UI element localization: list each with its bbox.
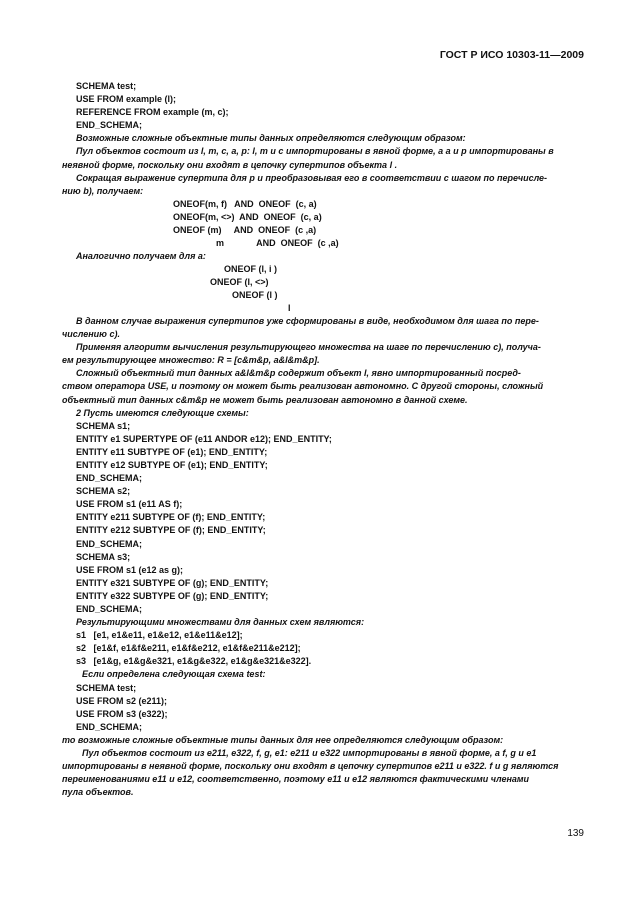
code-line: END_SCHEMA; (76, 473, 143, 484)
expression-line: ONEOF (l, i ) (224, 263, 277, 274)
expression-line: ONEOF (l, <>) (210, 276, 269, 287)
code-line: SCHEMA test; (76, 682, 137, 693)
paragraph: Возможные сложные объектные типы данных определяются следующим образом: (76, 133, 466, 144)
result-set-line: s1 [e1, e1&e11, e1&e12, e1&e11&e12]; (76, 630, 243, 641)
expression-line: m AND ONEOF (c ,a) (216, 237, 339, 248)
paragraph: Сложный объектный тип данных a&l&m&p содержит объект l, явно импортированный посред- (76, 368, 521, 379)
result-set-line: s3 [e1&g, e1&g&e321, e1&g&e322, e1&g&e321&e322]. (76, 656, 312, 667)
paragraph-continuation: ем результирующее множество: R = [c&m&p, a&l&m&p]. (62, 355, 320, 366)
paragraph: Пул объектов состоит из e211, e322, f, g, e1: e211 и e322 импортированы в явной форме, a f, g и e1 (82, 748, 537, 759)
code-line: SCHEMA s3; (76, 551, 131, 562)
oneof-block-p (76, 198, 582, 250)
paragraph: то возможные сложные объектные типы данных для нее определяются следующим образом: (62, 734, 504, 745)
code-line: USE FROM s2 (e211); (76, 695, 168, 706)
expression-line: ONEOF (l ) (232, 289, 278, 300)
code-line: USE FROM s3 (e322); (76, 708, 168, 719)
code-line: ENTITY e211 SUBTYPE OF (f); END_ENTITY; (76, 512, 266, 523)
code-line: ENTITY e12 SUBTYPE OF (e1); END_ENTITY; (76, 459, 268, 470)
paragraph-continuation: ством оператора USE, и поэтому он может быть реализован автономно. С другой стороны, сложный (62, 381, 544, 392)
paragraph: Результирующими множествами для данных схем являются: (76, 617, 365, 628)
paragraph-continuation: числению c). (62, 329, 120, 340)
code-line: USE FROM example (l); (76, 94, 177, 105)
paragraph-continuation: объектный тип данных c&m&p не может быть реализован автономно в данной схеме. (62, 394, 468, 405)
expression-line: l (288, 302, 291, 313)
paragraph-continuation: неявной форме, поскольку они входят в цепочку супертипов объекта l . (62, 159, 398, 170)
code-line: END_SCHEMA; (76, 120, 143, 131)
expression-line: ONEOF(m, <>) AND ONEOF (c, a) (173, 211, 322, 222)
expression-line: ONEOF(m, f) AND ONEOF (c, a) (173, 198, 317, 209)
paragraph: Пул объектов состоит из l, m, c, a, p: l, m и c импортированы в явной форме, а a и p импортированы в (76, 146, 554, 157)
code-line: SCHEMA test; (76, 81, 137, 91)
code-line: USE FROM s1 (e11 AS f); (76, 499, 183, 510)
paragraph: Если определена следующая схема test: (82, 669, 266, 680)
paragraph-continuation: пула объектов. (62, 787, 134, 798)
page-number: 139 (567, 828, 584, 839)
code-line: END_SCHEMA; (76, 604, 143, 614)
document-header: ГОСТ Р ИСО 10303-11—2009 (439, 49, 584, 61)
oneof-block-a (76, 263, 582, 315)
code-line: END_SCHEMA; (76, 721, 143, 732)
code-line: END_SCHEMA; (76, 538, 143, 549)
code-line: REFERENCE FROM example (m, c); (76, 107, 229, 118)
code-line: ENTITY e212 SUBTYPE OF (f); END_ENTITY; (76, 525, 266, 536)
paragraph-continuation: импортированы в неявной форме, поскольку они входят в цепочку супертипов e211 и e322. f и g являются (62, 761, 559, 772)
code-line: SCHEMA s1; (76, 420, 131, 431)
code-line: ENTITY e1 SUPERTYPE OF (e11 ANDOR e12); END_ENTITY; (76, 433, 332, 444)
expression-line: ONEOF (m) AND ONEOF (c ,a) (173, 224, 317, 235)
code-line: USE FROM s1 (e12 as g); (76, 564, 184, 575)
paragraph: Аналогично получаем для a: (76, 250, 206, 261)
code-line: ENTITY e11 SUBTYPE OF (e1); END_ENTITY; (76, 446, 268, 457)
result-set-line: s2 [e1&f, e1&f&e211, e1&f&e212, e1&f&e211&e212]; (76, 643, 301, 654)
paragraph: Применяя алгоритм вычисления результирующего множества на шаге по перечислению c), получа- (76, 342, 541, 353)
code-line: SCHEMA s2; (76, 486, 131, 497)
paragraph-continuation: переименованиями e11 и e12, соответственно, поэтому e11 и e12 являются фактическими членами (62, 774, 530, 785)
paragraph: 2 Пусть имеются следующие схемы: (76, 407, 249, 418)
page-body (62, 80, 582, 799)
code-line: ENTITY e322 SUBTYPE OF (g); END_ENTITY; (76, 590, 269, 601)
paragraph-continuation: нию b), получаем: (62, 185, 144, 196)
paragraph: В данном случае выражения супертипов уже сформированы в виде, необходимом для шага по пере- (76, 315, 539, 326)
code-line: ENTITY e321 SUBTYPE OF (g); END_ENTITY; (76, 577, 269, 588)
paragraph: Сокращая выражение супертипа для p и преобразовывая его в соответствии с шагом по перечисле- (76, 172, 548, 183)
